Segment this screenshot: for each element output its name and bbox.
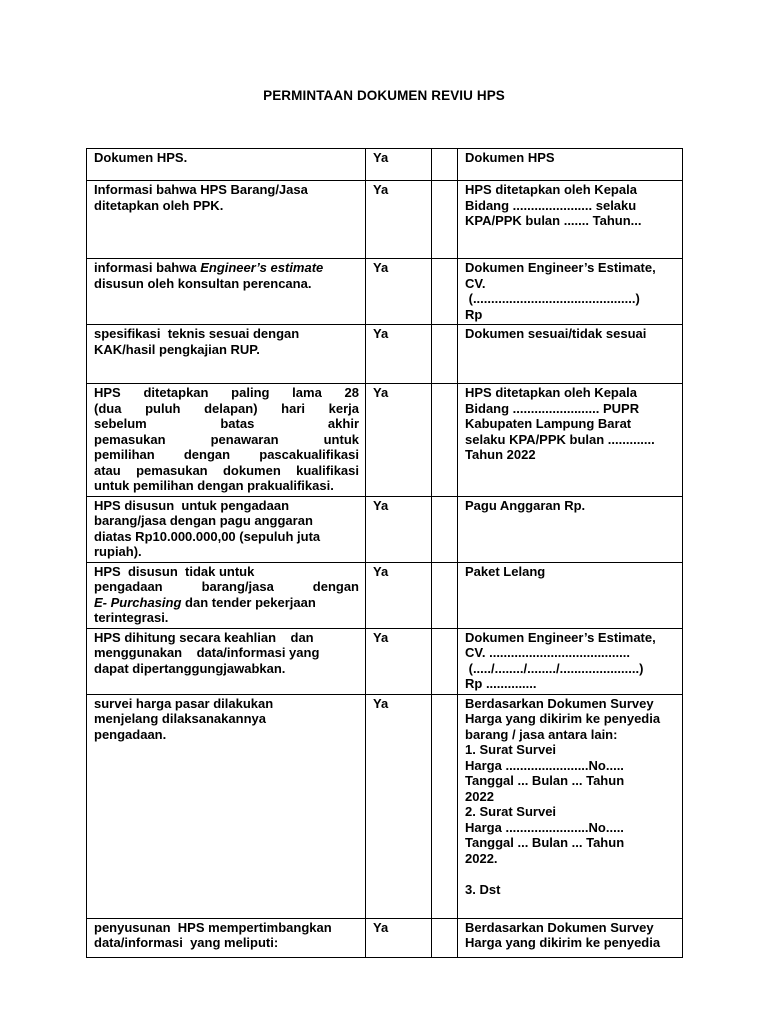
evidence-text: Rp	[465, 306, 483, 322]
evidence-cell	[458, 496, 683, 562]
check-cell	[432, 325, 458, 384]
evidence-cell	[458, 259, 683, 325]
requirement-text: sebelum batas akhir	[94, 416, 359, 431]
table-row	[87, 325, 683, 384]
answer-cell: Ya	[366, 562, 432, 628]
requirement-text: dapat dipertanggungjawabkan.	[94, 660, 286, 676]
evidence-text: Berdasarkan Dokumen Survey	[465, 695, 654, 711]
table-row	[87, 149, 683, 181]
answer-cell: Ya	[366, 918, 432, 957]
check-cell	[432, 694, 458, 918]
evidence-text: selaku KPA/PPK bulan .............	[465, 431, 655, 447]
evidence-text: 3. Dst	[465, 881, 501, 897]
requirement-cell	[87, 694, 366, 918]
requirement-text: ditetapkan oleh PPK.	[94, 197, 224, 213]
evidence-cell	[458, 562, 683, 628]
requirement-text: atau pemasukan dokumen kualifikasi	[94, 462, 359, 478]
evidence-cell	[458, 918, 683, 957]
evidence-cell	[458, 149, 683, 181]
check-cell	[432, 496, 458, 562]
evidence-text: Kabupaten Lampung Barat	[465, 416, 632, 431]
table-row	[87, 694, 683, 918]
answer-cell: Ya	[366, 496, 432, 562]
evidence-text: Harga yang dikirim ke penyedia	[465, 711, 661, 726]
evidence-text: 2022	[465, 788, 494, 804]
table-row	[87, 562, 683, 628]
requirement-cell	[87, 325, 366, 384]
requirement-text: diatas Rp10.000.000,00 (sepuluh juta	[94, 528, 321, 544]
requirement-text: rupiah).	[94, 544, 142, 559]
evidence-text: barang / jasa antara lain:	[465, 726, 618, 742]
requirement-text: pengadaan barang/jasa dengan	[94, 579, 359, 594]
evidence-text: Paket Lelang	[465, 563, 546, 579]
table-row	[87, 918, 683, 957]
requirement-text: (dua puluh delapan) hari kerja	[94, 400, 359, 416]
requirement-text: data/informasi yang meliputi:	[94, 935, 279, 950]
evidence-cell	[458, 325, 683, 384]
requirement-cell	[87, 149, 366, 181]
requirement-italic-term: E- Purchasing	[94, 594, 182, 610]
requirement-text-end: dan tender pekerjaan	[181, 594, 316, 610]
evidence-text: HPS ditetapkan oleh Kepala	[465, 182, 637, 197]
requirement-cell	[87, 496, 366, 562]
evidence-text: KPA/PPK bulan ....... Tahun...	[465, 213, 642, 228]
evidence-text: (...../......../......../......................)	[465, 660, 644, 676]
requirement-text: HPS ditetapkan paling lama 28	[94, 385, 359, 400]
requirement-text-start: informasi bahwa	[94, 260, 201, 275]
evidence-text: (.............................................)	[465, 291, 640, 306]
check-cell	[432, 562, 458, 628]
evidence-cell	[458, 628, 683, 694]
requirement-text: pengadaan.	[94, 726, 167, 742]
evidence-text: Harga .......................No.....	[465, 757, 624, 773]
answer-cell: Ya	[366, 325, 432, 384]
check-cell	[432, 181, 458, 259]
evidence-text: HPS ditetapkan oleh Kepala	[465, 385, 637, 400]
requirement-text: disusun oleh konsultan perencana.	[94, 275, 312, 291]
table-row	[87, 181, 683, 259]
requirement-text	[94, 595, 359, 611]
requirement-text: Informasi bahwa HPS Barang/Jasa	[94, 182, 308, 197]
requirement-text: menjelang dilaksanakannya	[94, 711, 266, 726]
requirement-cell	[87, 259, 366, 325]
requirement-text: spesifikasi teknis sesuai dengan	[94, 326, 300, 341]
requirement-italic-term: Engineer’s estimate	[200, 260, 324, 275]
requirement-text: Dokumen HPS.	[94, 150, 188, 165]
answer-cell: Ya	[366, 694, 432, 918]
evidence-cell	[458, 384, 683, 497]
evidence-text: Rp ..............	[465, 676, 537, 691]
requirement-text: survei harga pasar dilakukan	[94, 695, 274, 711]
evidence-text: Bidang ........................ PUPR	[465, 400, 640, 416]
requirement-text: untuk pemilihan dengan prakualifikasi.	[94, 478, 334, 493]
table-row	[87, 384, 683, 497]
requirement-text: HPS disusun untuk pengadaan	[94, 497, 290, 513]
evidence-text: Tanggal ... Bulan ... Tahun	[465, 835, 625, 850]
evidence-text: Dokumen HPS	[465, 150, 555, 165]
check-cell	[432, 259, 458, 325]
requirement-text	[94, 260, 359, 276]
requirement-text: pemilihan dengan pascakualifikasi	[94, 447, 359, 462]
evidence-cell	[458, 694, 683, 918]
check-cell	[432, 149, 458, 181]
requirement-text: HPS disusun tidak untuk	[94, 563, 255, 579]
answer-cell: Ya	[366, 384, 432, 497]
evidence-text: Dokumen Engineer’s Estimate,	[465, 629, 656, 645]
blank-line	[465, 866, 676, 882]
requirement-cell	[87, 628, 366, 694]
requirement-cell	[87, 181, 366, 259]
evidence-text: Pagu Anggaran Rp.	[465, 497, 586, 513]
requirement-text: pemasukan penawaran untuk	[94, 431, 359, 447]
evidence-text: Bidang ...................... selaku	[465, 197, 637, 213]
evidence-text: Harga .......................No.....	[465, 819, 624, 835]
evidence-text: 2. Surat Survei	[465, 804, 557, 819]
requirement-text: KAK/hasil pengkajian RUP.	[94, 341, 260, 357]
requirement-text: menggunakan data/informasi yang	[94, 645, 320, 660]
requirement-text: HPS dihitung secara keahlian dan	[94, 629, 314, 645]
requirement-text: penyusunan HPS mempertimbangkan	[94, 919, 332, 935]
evidence-text: CV. .......................................	[465, 645, 630, 660]
requirement-cell	[87, 562, 366, 628]
evidence-text: CV.	[465, 275, 486, 291]
answer-cell: Ya	[366, 259, 432, 325]
evidence-text: 1. Surat Survei	[465, 742, 557, 757]
evidence-text: 2022.	[465, 850, 498, 866]
evidence-text: Tahun 2022	[465, 447, 536, 462]
evidence-text: Dokumen sesuai/tidak sesuai	[465, 326, 647, 341]
page-title: PERMINTAAN DOKUMEN REVIU HPS	[263, 88, 505, 103]
answer-cell: Ya	[366, 149, 432, 181]
table-row	[87, 628, 683, 694]
evidence-cell	[458, 181, 683, 259]
check-cell	[432, 918, 458, 957]
evidence-text: Tanggal ... Bulan ... Tahun	[465, 773, 625, 788]
requirement-text: barang/jasa dengan pagu anggaran	[94, 513, 313, 528]
table-row	[87, 259, 683, 325]
evidence-text: Dokumen Engineer’s Estimate,	[465, 260, 656, 275]
check-cell	[432, 628, 458, 694]
check-cell	[432, 384, 458, 497]
answer-cell: Ya	[366, 628, 432, 694]
answer-cell: Ya	[366, 181, 432, 259]
evidence-text: Harga yang dikirim ke penyedia	[465, 935, 661, 950]
evidence-text: Berdasarkan Dokumen Survey	[465, 919, 654, 935]
review-table	[86, 148, 683, 958]
requirement-cell	[87, 918, 366, 957]
requirement-text: terintegrasi.	[94, 610, 169, 625]
table-row	[87, 496, 683, 562]
requirement-cell	[87, 384, 366, 497]
